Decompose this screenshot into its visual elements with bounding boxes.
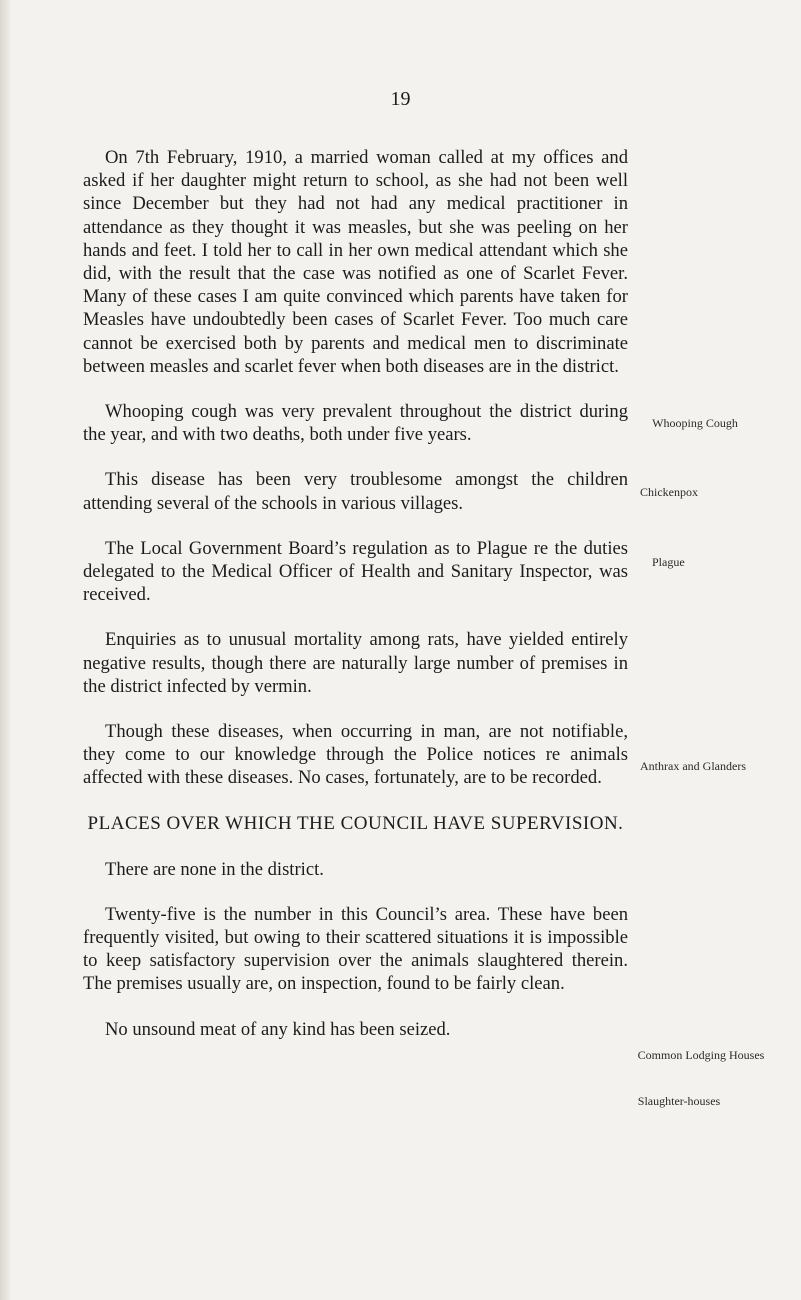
section-heading: PLACES OVER WHICH THE COUNCIL HAVE SUPERVISION. bbox=[87, 812, 624, 834]
margin-note-common-lodging-houses: Common Lodging Houses bbox=[637, 1048, 765, 1062]
margin-note-plague: Plague bbox=[652, 555, 685, 569]
paragraph-unsound-meat: No unsound meat of any kind has been seized. bbox=[105, 1018, 451, 1040]
body-text bbox=[83, 146, 628, 1063]
margin-note-whooping-cough: Whooping Cough bbox=[652, 416, 738, 430]
paragraph-slaughterhouses: Twenty-five is the number in this Council’s area. These have been frequently visited, but owing to their scattered situations it is impossible to keep satisfactory supervision over the animals slaughtered therein. The premises usually are, on inspection, found to be fairly clean. bbox=[83, 903, 628, 995]
paragraph-scarlet-fever: On 7th February, 1910, a married woman called at my offices and asked if her daughter might return to school, as she had not been well since December but they had not had any medical practitioner in attendance as they thought it was measles, but she was peeling on her hands and feet. I told her to call in her own medical attendant which she did, with the result that the case was notified as one of Scarlet Fever. Many of these cases I am quite convinced which parents have taken for Measles have undoubtedly been cases of Scarlet Fever. Too much care cannot be exercised both by parents and medical men to discriminate between measles and scarlet fever when both diseases are in the district. bbox=[83, 147, 628, 377]
margin-note-slaughterhouses: Slaughter-houses bbox=[637, 1094, 721, 1108]
paragraph-whooping-cough: Whooping cough was very prevalent throughout the district during the year, and with two deaths, both under five years. bbox=[83, 401, 628, 446]
margin-note-anthrax-glanders: Anthrax and Glanders bbox=[640, 759, 746, 773]
paragraph-rats-enquiry: Enquiries as to unusual mortality among rats, have yielded entirely negative results, though there are naturally large number of premises in the district infected by vermin. bbox=[83, 629, 628, 697]
page-spine bbox=[0, 0, 10, 1300]
page-number: 19 bbox=[390, 88, 411, 110]
margin-note-chickenpox: Chickenpox bbox=[640, 485, 698, 499]
paragraph-chickenpox: This disease has been very troublesome amongst the children attending several of the schools in various villages. bbox=[83, 469, 628, 514]
paragraph-anthrax-glanders: Though these diseases, when occurring in man, are not notifiable, they come to our knowledge through the Police notices re animals affected with these diseases. No cases, fortunately, are to be recorded. bbox=[83, 721, 628, 789]
paragraph-lodging-houses: There are none in the district. bbox=[105, 858, 324, 880]
paragraph-plague-regulation: The Local Government Board’s regulation as to Plague re the duties delegated to the Medical Officer of Health and Sanitary Inspector, was received. bbox=[83, 537, 628, 606]
